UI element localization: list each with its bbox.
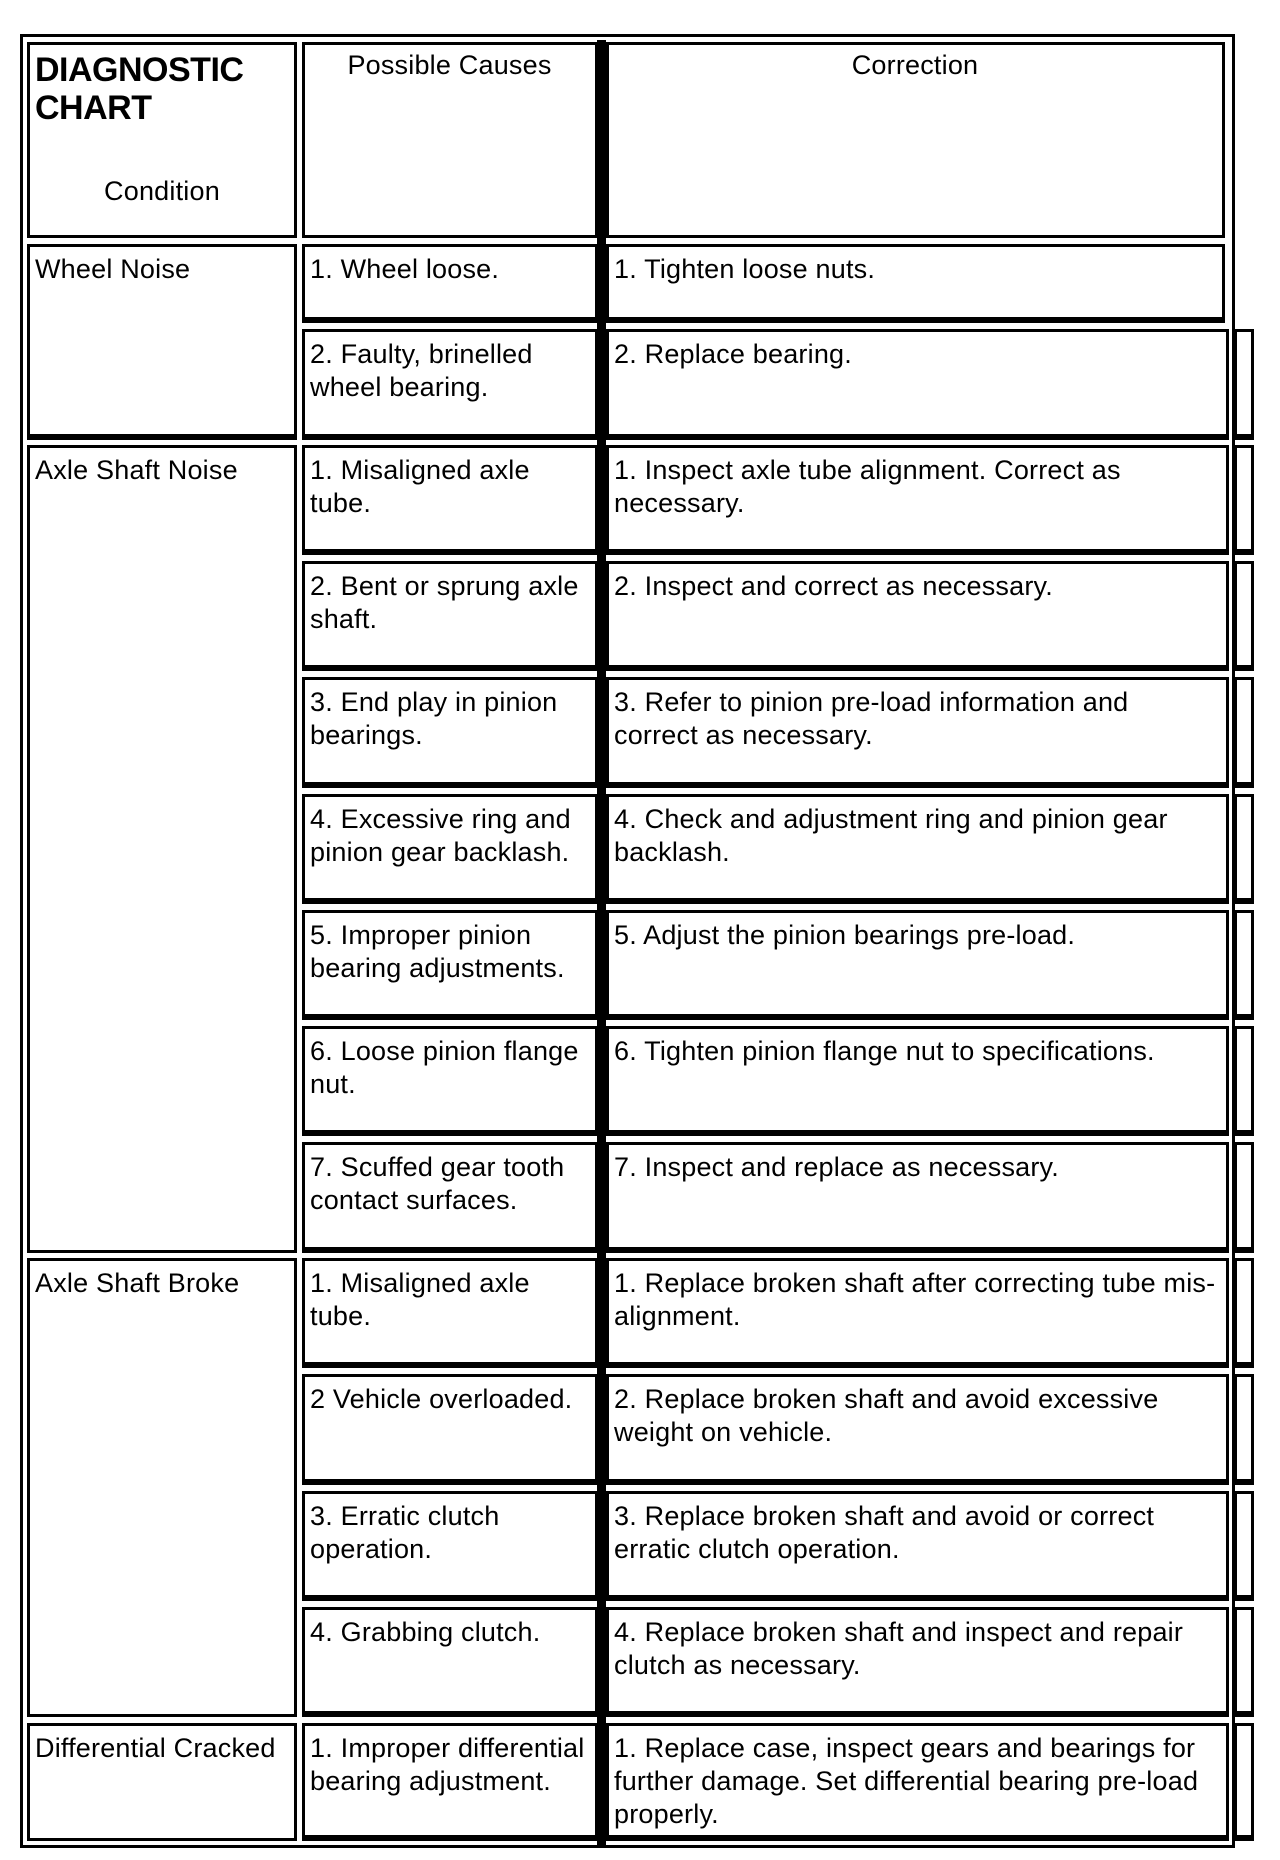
cause-text: 6. Loose pinion flange nut. [310, 1036, 579, 1099]
cause-cell [302, 1026, 598, 1136]
side-strip-cell [1234, 445, 1254, 555]
side-strip-cell [1234, 1026, 1254, 1136]
condition-label: Axle Shaft Noise [35, 455, 238, 485]
cause-cell [302, 1142, 598, 1253]
side-strip-cell [1234, 561, 1254, 671]
condition-label: Differential Cracked [35, 1733, 276, 1763]
condition-cell-axle-shaft-noise [27, 445, 297, 1253]
header-condition-cell [27, 42, 297, 238]
correction-text: 2. Replace bearing. [614, 339, 852, 369]
cause-text: 4. Grabbing clutch. [310, 1617, 541, 1647]
side-strip-cell [1234, 1142, 1254, 1253]
correction-cell [606, 1142, 1229, 1253]
cause-cell [302, 910, 598, 1020]
cause-cell [302, 561, 598, 671]
correction-text: 2. Replace broken shaft and avoid excessive weight on vehicle. [614, 1384, 1159, 1447]
cause-text: 1. Misaligned axle tube. [310, 455, 530, 518]
causes-header-label: Possible Causes [347, 50, 552, 80]
condition-label: Axle Shaft Broke [35, 1268, 240, 1298]
correction-text: 2. Inspect and correct as necessary. [614, 571, 1053, 601]
side-strip-cell [1234, 1491, 1254, 1601]
correction-cell [606, 1491, 1229, 1601]
correction-text: 3. Replace broken shaft and avoid or correct erratic clutch operation. [614, 1501, 1155, 1564]
condition-cell-wheel-noise [27, 244, 297, 440]
side-strip-cell [1234, 794, 1254, 904]
cause-cell [302, 794, 598, 904]
correction-cell [606, 677, 1229, 788]
condition-column-header: Condition [104, 176, 220, 206]
side-strip-cell [1234, 329, 1254, 440]
correction-text: 1. Inspect axle tube alignment. Correct as necessary. [614, 455, 1121, 518]
correction-cell [606, 1258, 1229, 1368]
correction-text: 5. Adjust the pinion bearings pre-load. [614, 920, 1076, 950]
side-strip-cell [1234, 1723, 1254, 1841]
correction-cell [606, 561, 1229, 671]
cause-cell [302, 677, 598, 788]
cause-text: 1. Misaligned axle tube. [310, 1268, 530, 1331]
correction-cell [606, 794, 1229, 904]
correction-cell [606, 329, 1229, 440]
cause-cell [302, 1491, 598, 1601]
cause-text: 4. Excessive ring and pinion gear backlash. [310, 804, 571, 867]
correction-column-header [606, 42, 1225, 238]
cause-cell [302, 1374, 598, 1485]
cause-cell [302, 1258, 598, 1368]
correction-cell [606, 1607, 1229, 1717]
correction-text: 3. Refer to pinion pre-load information and correct as necessary. [614, 687, 1129, 750]
cause-text: 1. Wheel loose. [310, 254, 500, 284]
correction-cell [606, 1723, 1229, 1841]
correction-header-label: Correction [851, 50, 979, 80]
side-strip-cell [1234, 910, 1254, 1020]
condition-label: Wheel Noise [35, 254, 191, 284]
condition-cell-differential-cracked [27, 1723, 297, 1841]
correction-cell [606, 1374, 1229, 1485]
cause-text: 5. Improper pinion bearing adjustments. [310, 920, 565, 983]
correction-text: 4. Replace broken shaft and inspect and repair clutch as necessary. [614, 1617, 1184, 1680]
cause-text: 3. Erratic clutch operation. [310, 1501, 500, 1564]
correction-cell [606, 1026, 1229, 1136]
side-strip-cell [1234, 1374, 1254, 1485]
cause-text: 2. Faulty, brinelled wheel bearing. [310, 339, 533, 402]
correction-text: 1. Tighten loose nuts. [614, 254, 876, 284]
cause-cell [302, 329, 598, 440]
cause-text: 7. Scuffed gear tooth contact surfaces. [310, 1152, 565, 1215]
side-strip-cell [1234, 1258, 1254, 1368]
correction-text: 6. Tighten pinion flange nut to specifications. [614, 1036, 1155, 1066]
side-strip-cell [1234, 1607, 1254, 1717]
side-strip-cell [1234, 677, 1254, 788]
cause-cell [302, 1607, 598, 1717]
cause-text: 3. End play in pinion bearings. [310, 687, 558, 750]
cause-cell [302, 1723, 598, 1841]
correction-cell [606, 244, 1225, 323]
cause-cell [302, 244, 598, 323]
cause-text: 2. Bent or sprung axle shaft. [310, 571, 579, 634]
correction-text: 1. Replace broken shaft after correcting tube mis-alignment. [614, 1268, 1216, 1331]
causes-column-header [302, 42, 598, 238]
chart-title: DIAGNOSTIC CHART [35, 51, 244, 127]
correction-cell [606, 445, 1229, 555]
condition-cell-axle-shaft-broke [27, 1258, 297, 1717]
cause-text: 1. Improper differential bearing adjustment. [310, 1733, 585, 1796]
correction-text: 7. Inspect and replace as necessary. [614, 1152, 1059, 1182]
correction-cell [606, 910, 1229, 1020]
correction-text: 1. Replace case, inspect gears and bearings for further damage. Set differential bearing pre-load properly. [614, 1733, 1199, 1829]
correction-text: 4. Check and adjustment ring and pinion gear backlash. [614, 804, 1168, 867]
cause-cell [302, 445, 598, 555]
cause-text: 2 Vehicle overloaded. [310, 1384, 573, 1414]
column-divider [597, 40, 606, 1846]
